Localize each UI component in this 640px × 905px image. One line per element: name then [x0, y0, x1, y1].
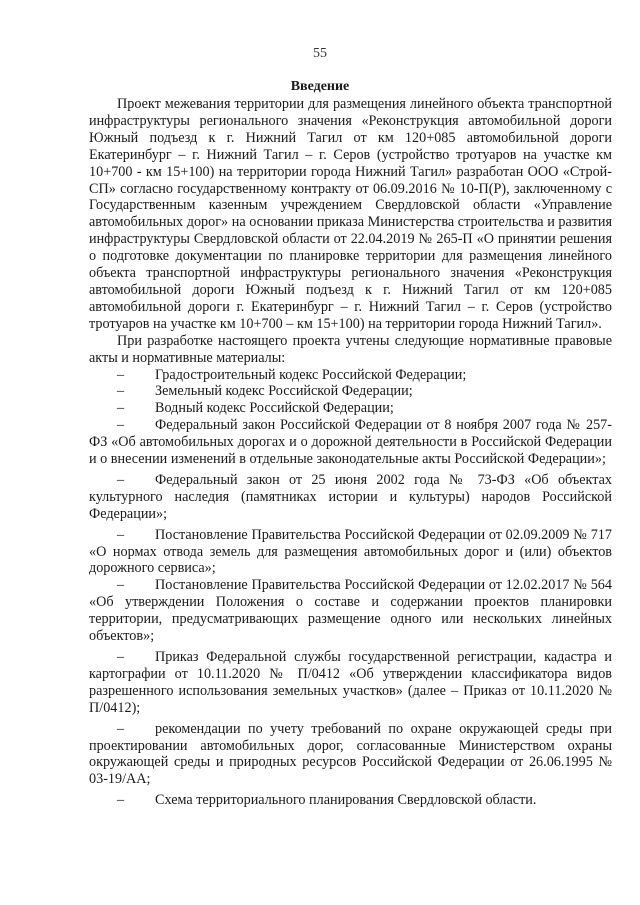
list-item [89, 383, 612, 400]
list-item [89, 527, 612, 578]
list-item [89, 472, 612, 523]
list-dash: – [117, 649, 125, 665]
list-dash: – [117, 383, 125, 400]
list-item-text: Федеральный закон от 25 июня 2002 года № 73-ФЗ «Об объектах культурного наследия (памятниках истории и культуры) народов Российской Федерации»; [89, 471, 612, 522]
list-dash: – [117, 720, 125, 737]
page-number: 55 [313, 46, 327, 61]
list-dash: – [117, 526, 125, 543]
document-body [89, 96, 612, 809]
list-item-text: Федеральный закон Российской Федерации от 8 ноября 2007 года № 257-ФЗ «Об автомобильных дорогах и о дорожной деятельности в Российской Федерации и о внесении изменений в отдельные законодательные акты Российской Федерации»; [89, 417, 612, 468]
list-item-text: Постановление Правительства Российской Федерации от 02.09.2009 № 717 «О нормах отвода земель для размещения автомобильных дорог и (или) объектов дорожного сервиса»; [89, 526, 612, 577]
list-dash: – [117, 400, 125, 417]
list-dash: – [117, 792, 125, 809]
section-title: Введение [290, 79, 350, 94]
list-dash: – [117, 577, 125, 594]
list-item [89, 367, 612, 384]
list-item [89, 792, 612, 809]
list-item [89, 721, 612, 789]
list-item [89, 400, 612, 417]
list-item [89, 577, 612, 645]
list-item-text: Водный кодекс Российской Федерации; [155, 400, 394, 417]
list-item [89, 649, 612, 717]
list-item [89, 417, 612, 468]
list-dash: – [117, 417, 125, 434]
list-item-text: Земельный кодекс Российской Федерации; [155, 383, 413, 400]
list-item-text: Приказ Федеральной службы государственной регистрации, кадастра и картографии от 10.11.2020 № П/0412 «Об утверждении классификатора видов разрешенного использования земельных участков» (далее – Приказ от 10.11.2020 № П/0412); [89, 649, 612, 716]
list-dash: – [117, 366, 125, 383]
list-item-text: Градостроительный кодекс Российской Федерации; [155, 366, 467, 383]
list-item-text: Схема территориального планирования Свердловской области. [155, 792, 537, 809]
lead-paragraph: При разработке настоящего проекта учтены следующие нормативные правовые акты и нормативные материалы: [89, 332, 612, 366]
intro-paragraph: Проект межевания территории для размещения линейного объекта транспортной инфраструктуры регионального значения «Реконструкция автомобильной дороги Южный подъезд к г. Нижний Тагил от км 120+085 автомобильной дороги Екатеринбург – г. Нижний Тагил – г. Серов (устройство тротуаров на участке км 10+700 - км 15+100) на территории города Нижний Тагил» разработан ООО «Строй-СП» согласно государственному контракту от 06.09.2016 № 10-П(Р), заключенному с Государственным казенным учреждением Свердловской области «Управление автомобильных дорог» на основании приказа Министерства строительства и развития инфраструктуры Свердловской области от 22.04.2019 № 265-П «О принятии решения о подготовке документации по планировке территории для размещения линейного объекта транспортной инфраструктуры регионального значения «Реконструкция автомобильной дороги Южный подъезд к г. Нижний Тагил от км 120+085 автомобильной дороги г. Екатеринбург – г. Нижний Тагил – г. Серов (устройство тротуаров на участке км 10+700 – км 15+100) на территории города Нижний Тагил». [89, 96, 612, 332]
list-item-text: Постановление Правительства Российской Федерации от 12.02.2017 № 564 «Об утверждении Положения о составе и содержании проектов планировки территории, предусматривающих размещение одного или нескольких линейных объектов»; [89, 577, 612, 645]
list-dash: – [117, 471, 125, 488]
list-item-text: рекомендации по учету требований по охране окружающей среды при проектировании автомобильных дорог, согласованные Министерством охраны окружающей среды и природных ресурсов Российской Федерации от 26.06.1995 № 03-19/АА; [89, 720, 612, 788]
